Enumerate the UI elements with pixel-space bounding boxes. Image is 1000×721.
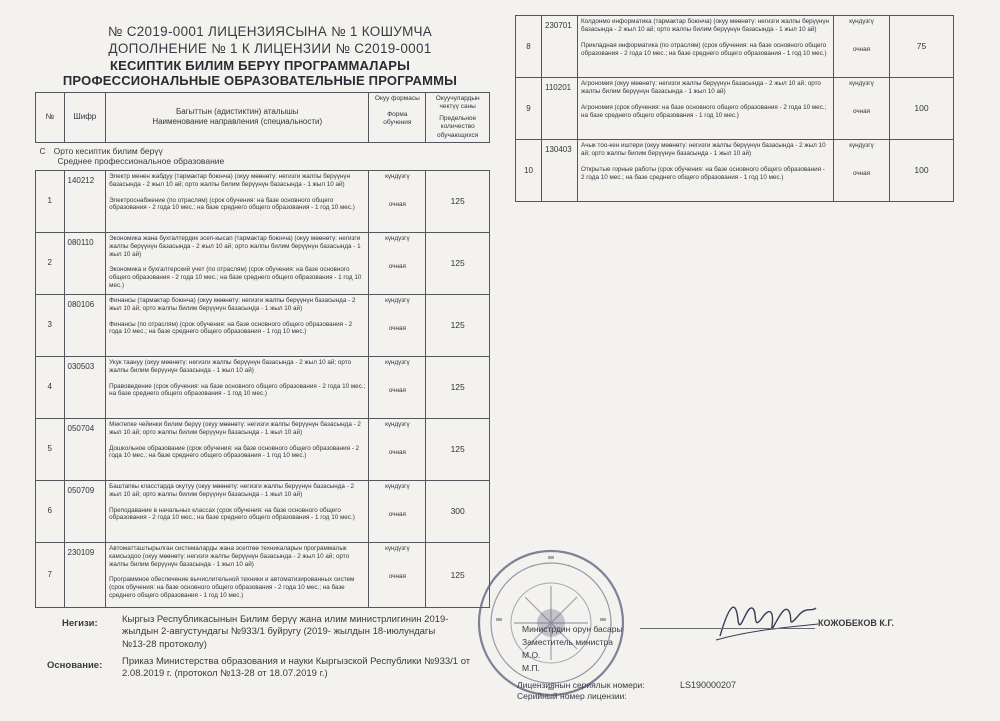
row-form-ru: очная [388,510,406,518]
header-line-4: ПРОФЕССИОНАЛЬНЫЕ ОБРАЗОВАТЕЛЬНЫЕ ПРОГРАММЫ [62,73,458,88]
row-form-ky: күндүзгү [849,142,874,149]
table-row [516,78,954,140]
row-num: 6 [36,480,65,542]
mp-label: М.П. [522,663,540,673]
row-code: 140212 [64,170,106,232]
row-form [369,294,426,356]
table-row [36,356,490,418]
col-form-header [369,93,426,143]
row-num: 4 [36,356,65,418]
row-num: 5 [36,418,65,480]
row-form-ru: очная [388,572,406,580]
row-form-ru: очная [852,169,871,177]
row-count: 300 [426,480,490,542]
row-form-ru: очная [388,200,406,208]
table-row [516,16,954,78]
row-count: 125 [426,232,490,294]
row-form [834,140,890,202]
header-line-2: ДОПОЛНЕНИЕ № 1 К ЛИЦЕНЗИИ № С2019-0001 [108,41,432,56]
section-letter: С [39,145,46,156]
table-row [36,294,490,356]
basis-ru-label: Основание: [47,660,103,671]
col-name-header-ky: Багыттын (адистиктин) аталышы [176,107,299,117]
row-name-ky: Баштапкы класстарда окутуу (окуу мөөнөтү: негизги жалпы берүүнүн базасында - 2 жыл 10 ай; орто жалпы билим берүүнүн базасында - 1 жыл 10 ай) [109,482,355,498]
row-name [106,294,369,356]
row-name [106,480,369,542]
table-row [36,170,490,232]
row-name [578,140,834,202]
row-name-ky: Электр менен жабдуу (тармактар боюнча) (окуу мөөнөтү: негизги жалпы берүүнүн базасында - 2 жыл 10 ай; орто жалпы билим берүүнүн базасында - 1 жыл 10 ай) [109,172,351,188]
table-row [36,418,490,480]
row-name-ky: Ачык тоо-кен иштери (окуу мөөнөтү: негизги жалпы берүүнүн базасында - 2 жыл 10 ай; орто жалпы билим берүүнүн базасында - 1 жыл 10 ай) [581,142,826,157]
signature-line [640,628,815,629]
row-form [369,356,426,418]
serial-label-ru: Серийный номер лицензии: [517,691,627,701]
row-form [369,170,426,232]
row-count: 75 [890,16,954,78]
row-num: 9 [516,78,542,140]
row-num: 2 [36,232,65,294]
row-form-ky: күндүзгү [849,18,874,25]
row-form [369,232,426,294]
row-name-ru: Правоведение (срок обучения: на базе основного общего образования - 2 года 10 мес.; на базе среднего общего образования - 1 год 10 мес.) [109,382,366,398]
row-code: 050709 [64,480,106,542]
row-form [369,542,426,607]
col-form-header-ru: Форма обучения [383,111,412,127]
col-name-header [106,93,369,143]
signer-title-ru: Заместитель министра [522,637,613,647]
row-name [106,170,369,232]
header-line-1: № С2019-0001 ЛИЦЕНЗИЯСЫНА № 1 КОШУМЧА [107,24,433,39]
table-header-row [36,93,490,143]
row-code: 080110 [64,232,106,294]
row-name [106,542,369,607]
programs-table-left [35,92,490,608]
basis-ru-text: Приказ Министерства образования и науки Кыргызской Республики №933/1 от 2.08.2019 г. (протокол №13-28 от 18.07.2019 г.) [122,656,471,680]
row-form-ru: очная [852,107,871,115]
col-count-header-ky: Окуучулардын чектүү саны [435,95,480,111]
programs-table-right [515,15,954,202]
row-code: 080106 [64,294,106,356]
row-name [106,418,369,480]
row-name-ky: Финансы (тармактар боюнча) (окуу мөөнөтү: негизги жалпы берүүнүн базасында - 2 жыл 10 ай; орто жалпы билим берүүнүн базасында - 1 жыл 10 ай) [109,296,356,312]
row-code: 230109 [64,542,106,607]
row-name-ky: Мектепке чейинки билим берүү (окуу мөөнөтү: негизги жалпы берүүнүн базасында - 2 жыл 10 ай; орто жалпы билим берүүнүн базасында - 1 жыл 10 ай) [109,420,361,436]
row-count: 100 [890,78,954,140]
col-name-header-ru: Наименование направления (специальности) [152,117,323,127]
row-name-ru: Агрономия (срок обучения: на базе основного общего образования - 2 года 10 мес.; на базе среднего общего образования - 1 год 10 мес.) [581,103,827,119]
row-name [106,356,369,418]
row-name [106,232,369,294]
row-code: 030503 [64,356,106,418]
col-count-header-ru: Предельное количество обучающихся [437,115,479,139]
row-name-ky: Агрономия (окуу мөөнөтү: негизги жалпы берүүнүн базасында - 2 жыл 10 ай; орто жалпы билим берүүнүн базасында - 1 жыл 10 ай) [581,80,821,95]
row-form-ru: очная [388,262,406,270]
row-form-ru: очная [388,324,406,332]
row-name-ky: Автоматташтырылган системаларды жана эсептөө техникаларын программалык камсыздоо (окуу мөөнөтү: негизги жалпы берүүнүн базасында - 2 жыл 10 ай; орто жалпы билим берүүнүн базасында - 1 жыл 10 ай) [109,544,350,568]
col-form-header-ky: Окуу формасы [374,95,420,102]
row-name [578,78,834,140]
row-name-ky: Укук таануу (окуу мөөнөтү: негизги жалпы берүүнүн базасында - 2 жыл 10 ай; орто жалпы билим берүүнүн базасында - 1 жыл 10 ай) [109,358,352,374]
row-count: 100 [890,140,954,202]
row-form [834,78,890,140]
row-name-ru: Экономика и бухгалтерский учет (по отраслям) (срок обучения: на базе основного общего образования - 2 года 10 мес.; на базе среднего общего образования - 1 год 10 мес.) [109,266,362,290]
table-row [36,542,490,607]
row-name-ky: Экономика жана бухгалтердик эсеп-кысап (тармактар боюнча) (окуу мөөнөтү: негизги жалпы берүүнүн базасында - 2 жыл 10 ай; орто жалпы билим берүүнүн базасында - 1 жыл 10 ай) [109,234,361,258]
row-name-ru: Финансы (по отраслям) (срок обучения: на базе основного общего образования - 2 года 10 мес.; на базе среднего общего образования - 1 год 10 мес.) [109,320,353,336]
row-name-ru: Прикладная информатика (по отраслям) (срок обучения: на базе основного общего образования - 2 года 10 мес.; на базе среднего общего образования - 1 год 10 мес.) [581,41,827,57]
serial-number: LS190000207 [680,680,737,690]
row-name-ky: Колдонмо информатика (тармактар боюнча) (окуу мөөнөтү: негизги жалпы берүүнүн базасында - 2 жыл 10 ай; орто жалпы билим берүүнүн базасында - 1 жыл 10 ай) [581,18,830,33]
signature [712,590,822,645]
row-form-ru: очная [388,386,406,394]
section-title [36,142,490,170]
row-count: 125 [426,356,490,418]
header-line-3: КЕСИПТИК БИЛИМ БЕРҮҮ ПРОГРАММАЛАРЫ [109,58,411,73]
col-code-header: Шифр [64,93,106,143]
signer-name: КОЖОБЕКОВ К.Г. [818,618,894,628]
col-num-header: № [36,93,65,143]
row-name-ru: Электроснабжение (по отраслям) (срок обучения: на базе основного общего образования - 2 года 10 мес.; на базе среднего общего образования - 1 год 10 мес.) [109,196,355,212]
row-code: 130403 [542,140,578,202]
mo-label: М.О. [522,650,541,660]
basis-ky-text: Кыргыз Республикасынын Билим берүү жана илим министрлигинин 2019-жылдын 2-августундагы №933/1 буйругу (2019- жылдын 18-июлундагы №13-28 протоколу) [122,614,449,650]
row-form-ky: күндүзгү [849,80,874,87]
section-title-ky: Орто кесиптик билим берүү [53,145,163,156]
row-count: 125 [426,542,490,607]
row-name-ru: Программное обеспечение вычислительной техники и автоматизированных систем (срок обучения: на базе основного общего образования - 2 года 10 мес.; на базе среднего общего образования - 1 год 10 мес.) [109,576,355,600]
row-count: 125 [426,170,490,232]
row-form [834,16,890,78]
section-row [36,142,490,170]
row-code: 050704 [64,418,106,480]
row-form-ky: күндүзгү [385,482,410,490]
row-form-ky: күндүзгү [385,358,410,366]
row-form-ru: очная [852,45,871,53]
row-count: 125 [426,418,490,480]
signer-title-ky: Министрдин орун басары [522,624,623,634]
row-form-ky: күндүзгү [385,420,410,428]
row-count: 125 [426,294,490,356]
row-code: 230701 [542,16,578,78]
table-row [36,232,490,294]
row-form-ky: күндүзгү [385,544,410,552]
col-count-header [426,93,490,143]
row-form-ky: күндүзгү [385,234,410,242]
row-form [369,418,426,480]
row-num: 8 [516,16,542,78]
row-name-ru: Преподавание в начальных классах (срок обучения: на базе основного общего образования - 2 года 10 мес.; на базе среднего общего образования - 1 год 10 мес.) [109,506,355,522]
row-form-ru: очная [388,448,406,456]
section-title-ru: Среднее профессиональное образование [57,156,225,167]
row-num: 10 [516,140,542,202]
row-name-ru: Дошкольное образование (срок обучения: на базе основного общего образования - 2 года 10 мес.; на базе среднего общего образования - 1 год 10 мес.) [109,444,360,460]
row-num: 1 [36,170,65,232]
row-name [578,16,834,78]
row-form-ky: күндүзгү [385,172,410,180]
serial-label-ky: Лицензиянын сериялык номери: [517,680,645,690]
basis-ky-label: Негизи: [62,618,98,629]
table-row [36,480,490,542]
row-form [369,480,426,542]
row-code: 110201 [542,78,578,140]
row-name-ru: Открытые горные работы (срок обучения: на базе основного общего образования - 2 года 10 мес.; на базе среднего общего образования - 1 год 10 мес.) [581,165,825,181]
table-row [516,140,954,202]
row-form-ky: күндүзгү [385,296,410,304]
row-num: 7 [36,542,65,607]
row-num: 3 [36,294,65,356]
